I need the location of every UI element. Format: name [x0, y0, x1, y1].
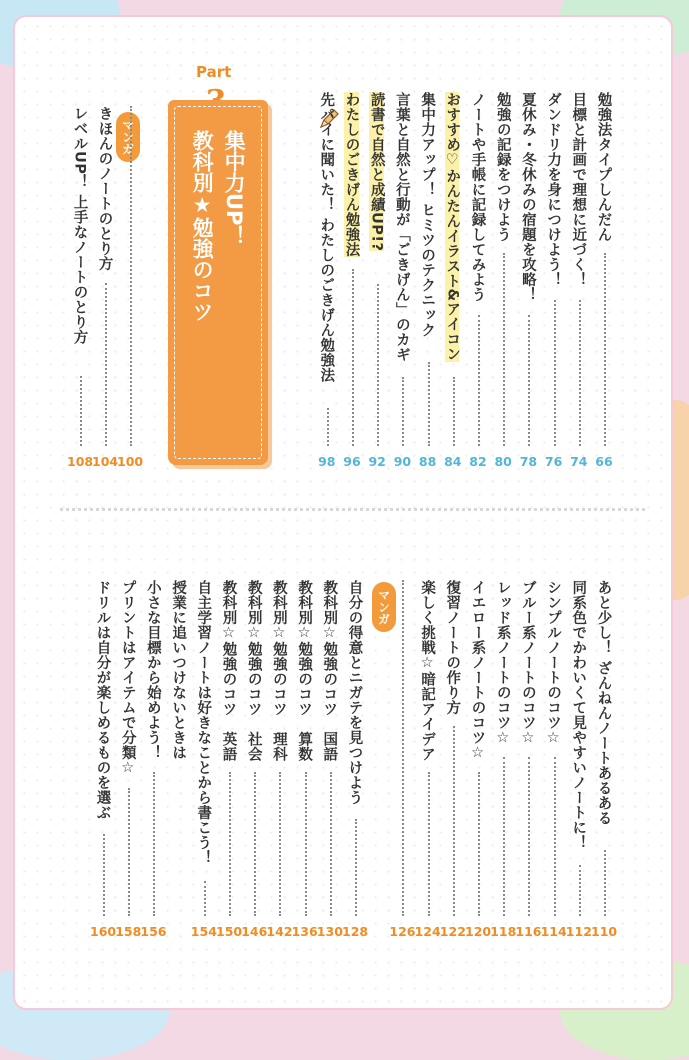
toc-page-number: 104	[92, 454, 119, 469]
toc-page-number: 118	[490, 924, 517, 939]
toc-page-number: 150	[216, 924, 243, 939]
toc-leader-dots	[503, 757, 505, 917]
toc-leader-dots	[327, 408, 329, 446]
manga-tag: マンガ	[372, 582, 396, 632]
toc-leader-dots	[579, 300, 581, 447]
banner-border	[174, 106, 262, 459]
section-divider	[60, 508, 645, 511]
toc-entry-title: レベルUP！ 上手なノートのとり方	[71, 106, 88, 345]
toc-page-number: 120	[465, 924, 492, 939]
toc-leader-dots	[204, 881, 206, 917]
toc-entry-title: 教科別☆勉強のコツ 国語	[321, 580, 338, 762]
toc-page-number: 126	[389, 924, 416, 939]
toc-entry-title: 授業に追いつけないときは	[170, 580, 187, 760]
toc-entry-title: 先パイに聞いた！ わたしのごきげん勉強法	[318, 92, 335, 383]
toc-page-number: 154	[190, 924, 217, 939]
toc-leader-dots	[428, 362, 430, 447]
toc-page-number: 112	[565, 924, 592, 939]
toc-leader-dots	[579, 865, 581, 916]
toc-page-number: 92	[368, 454, 386, 469]
toc-entry-title: 復習ノートの作り方	[444, 580, 461, 715]
toc-page-number: 80	[494, 454, 512, 469]
toc-entry-title: 楽しく挑戦☆暗記アイデア	[419, 580, 436, 762]
toc-entry-title: 自主学習ノートは好きなことから書こう！	[195, 580, 212, 865]
toc-entry-title: 自分の得意とニガテを見つけよう	[346, 580, 363, 805]
toc-leader-dots	[377, 284, 379, 446]
toc-page-number: 66	[595, 454, 613, 469]
toc-leader-dots	[604, 850, 606, 917]
toc-page-number: 82	[469, 454, 487, 469]
toc-page-number: 110	[591, 924, 618, 939]
toc-page-number: 128	[342, 924, 369, 939]
toc-leader-dots	[153, 772, 155, 916]
part-title-line2: 教科別★勉強のコツ	[190, 130, 215, 322]
toc-page-number: 158	[115, 924, 142, 939]
toc-leader-dots	[402, 580, 404, 916]
part-label: Part	[196, 63, 232, 81]
toc-entry-title: 言葉と自然と行動が「ごきげん」のカギ	[393, 92, 410, 362]
toc-leader-dots	[254, 772, 256, 916]
toc-page-number: 122	[439, 924, 466, 939]
toc-page-number: 96	[343, 454, 361, 469]
toc-leader-dots	[103, 834, 105, 916]
toc-page-number: 124	[414, 924, 441, 939]
toc-page-number: 116	[515, 924, 542, 939]
toc-leader-dots	[478, 772, 480, 916]
toc-page-number: 88	[418, 454, 437, 469]
toc-leader-dots	[554, 757, 556, 917]
toc-entry-title: 同系色でかわいくて見やすいノートに！	[570, 580, 587, 850]
toc-leader-dots	[105, 283, 107, 447]
toc-leader-dots	[503, 253, 505, 446]
toc-leader-dots	[453, 726, 455, 917]
toc-entry-title: イエロー系ノートのコツ☆	[469, 580, 486, 762]
toc-entry-title: ダンドリ力を身につけよう！	[545, 92, 562, 287]
toc-page-number: 160	[90, 924, 117, 939]
toc-leader-dots	[80, 376, 82, 447]
toc-entry-title: あと少し！ ざんねんノートあるある	[595, 580, 612, 826]
toc-entry-title: 勉強の記録をつけよう	[494, 92, 511, 242]
toc-entry-title: 夏休み・冬休みの宿題を攻略！	[519, 92, 536, 302]
toc-entry-title: 小さな目標から始めよう！	[144, 580, 161, 760]
toc-entry-title: プリントはアイテムで分類☆	[119, 580, 136, 777]
toc-page-number: 142	[266, 924, 293, 939]
toc-page-number: 136	[291, 924, 318, 939]
part-title-line1: 集中力UP！	[222, 130, 247, 247]
toc-entry-title: 集中力アップ！ ヒミツのテクニック	[419, 92, 436, 338]
toc-leader-dots	[305, 772, 307, 916]
toc-entry-title: おすすめ♡かんたんイラスト&アイコン	[444, 92, 461, 362]
toc-leader-dots	[428, 772, 430, 916]
toc-entry-title: ブルー系ノートのコツ☆	[519, 580, 536, 747]
toc-entry-title: ドリルは自分が楽しめるものを選ぶ	[94, 580, 111, 820]
toc-page-number: 130	[316, 924, 343, 939]
toc-page-number: 84	[444, 454, 462, 469]
toc-entry-title: 教科別☆勉強のコツ 理科	[270, 580, 287, 762]
toc-leader-dots	[528, 315, 530, 446]
toc-page-number: 76	[544, 454, 563, 469]
part-banner	[168, 100, 268, 465]
toc-page-number: 74	[570, 454, 588, 469]
toc-leader-dots	[352, 269, 354, 447]
toc-entry-title: 教科別☆勉強のコツ 社会	[245, 580, 262, 762]
toc-page-number: 98	[318, 454, 336, 469]
toc-leader-dots	[355, 819, 357, 917]
toc-leader-dots	[229, 772, 231, 916]
toc-leader-dots	[128, 788, 130, 917]
toc-leader-dots	[279, 772, 281, 916]
toc-leader-dots	[330, 772, 332, 916]
toc-entry-title: 読書で自然と成績UP!?	[368, 92, 385, 252]
toc-leader-dots	[453, 377, 455, 446]
manga-tag: マンガ	[116, 112, 140, 162]
toc-entry-title: レッド系ノートのコツ☆	[494, 580, 511, 747]
toc-page-number: 78	[519, 454, 538, 469]
toc-entry-title: 教科別☆勉強のコツ 英語	[220, 580, 237, 762]
toc-entry-title: 目標と計画で理想に近づく！	[570, 92, 587, 287]
toc-leader-dots	[478, 315, 480, 446]
toc-page-number: 108	[67, 454, 94, 469]
toc-page-number: 146	[241, 924, 268, 939]
toc-page-number: 100	[117, 454, 144, 469]
toc-page-number: 156	[140, 924, 167, 939]
toc-entry-title: きほんのノートのとり方	[96, 106, 113, 271]
toc-entry-title: 勉強法タイプしんだん	[595, 92, 612, 242]
toc-entry-title: わたしのごきげん勉強法	[343, 92, 360, 257]
toc-page-number: 90	[393, 454, 412, 469]
toc-entry-title: ノートや手帳に記録してみよう	[469, 92, 486, 302]
toc-leader-dots	[402, 377, 404, 446]
toc-page-number: 114	[540, 924, 567, 939]
toc-entry-title: シンプルノートのコツ☆	[545, 580, 562, 747]
toc-leader-dots	[130, 106, 132, 446]
toc-leader-dots	[554, 300, 556, 447]
toc-entry-title: 教科別☆勉強のコツ 算数	[296, 580, 313, 762]
toc-leader-dots	[528, 757, 530, 917]
toc-leader-dots	[604, 253, 606, 446]
